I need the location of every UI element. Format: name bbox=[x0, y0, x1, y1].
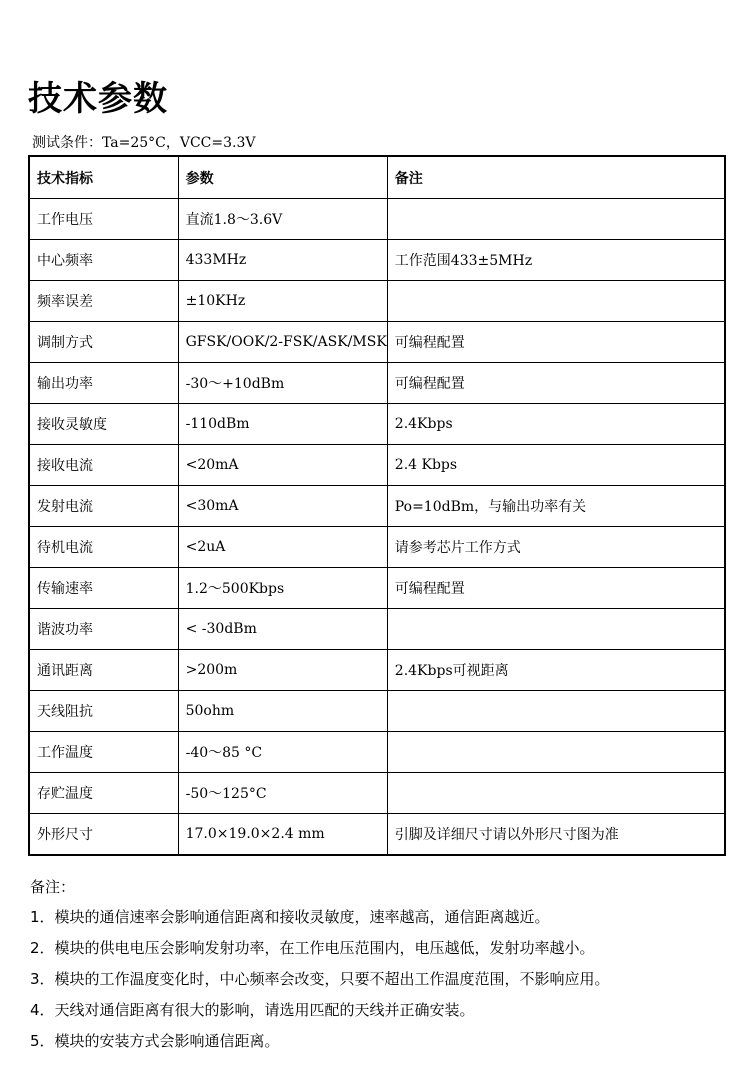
cell-remark: 2.4Kbps bbox=[387, 404, 725, 445]
notes-heading: 备注： bbox=[30, 878, 76, 896]
page-title: 技术参数 bbox=[28, 79, 168, 119]
cell-remark bbox=[387, 773, 725, 814]
cell-param: -110dBm bbox=[178, 404, 387, 445]
cell-spec: 工作温度 bbox=[29, 732, 178, 773]
cell-remark bbox=[387, 732, 725, 773]
table-row bbox=[29, 199, 725, 240]
cell-spec: 接收灵敏度 bbox=[29, 404, 178, 445]
cell-remark bbox=[387, 281, 725, 322]
table-row bbox=[29, 691, 725, 732]
cell-param: <20mA bbox=[178, 445, 387, 486]
cell-spec: 调制方式 bbox=[29, 322, 178, 363]
cell-param: 50ohm bbox=[178, 691, 387, 732]
cell-remark: 请参考芯片工作方式 bbox=[387, 527, 725, 568]
cell-remark bbox=[387, 609, 725, 650]
table-row bbox=[29, 445, 725, 486]
cell-spec: 待机电流 bbox=[29, 527, 178, 568]
note-item: 3．模块的工作温度变化时，中心频率会改变，只要不超出工作温度范围，不影响应用。 bbox=[30, 970, 610, 988]
cell-param: < -30dBm bbox=[178, 609, 387, 650]
cell-remark: 可编程配置 bbox=[387, 363, 725, 404]
cell-remark: 工作范围433±5MHz bbox=[387, 240, 725, 281]
cell-spec: 外形尺寸 bbox=[29, 814, 178, 856]
cell-spec: 通讯距离 bbox=[29, 650, 178, 691]
cell-param: 433MHz bbox=[178, 240, 387, 281]
header-remark: 备注 bbox=[387, 156, 725, 199]
table-row bbox=[29, 404, 725, 445]
table-row bbox=[29, 568, 725, 609]
cell-remark: 可编程配置 bbox=[387, 322, 725, 363]
note-item: 4．天线对通信距离有很大的影响，请选用匹配的天线并正确安装。 bbox=[30, 1001, 475, 1019]
table-row bbox=[29, 240, 725, 281]
cell-spec: 谐波功率 bbox=[29, 609, 178, 650]
table-row bbox=[29, 486, 725, 527]
cell-param: -30～+10dBm bbox=[178, 363, 387, 404]
table-row bbox=[29, 281, 725, 322]
cell-remark bbox=[387, 199, 725, 240]
header-param: 参数 bbox=[178, 156, 387, 199]
notes-section bbox=[30, 872, 610, 1057]
cell-remark: 2.4 Kbps bbox=[387, 445, 725, 486]
cell-param: 17.0×19.0×2.4 mm bbox=[178, 814, 387, 856]
cell-param: -40～85 °C bbox=[178, 732, 387, 773]
cell-param: 直流1.8～3.6V bbox=[178, 199, 387, 240]
table-row bbox=[29, 732, 725, 773]
cell-spec: 存贮温度 bbox=[29, 773, 178, 814]
table-row bbox=[29, 609, 725, 650]
cell-remark: Po=10dBm，与输出功率有关 bbox=[387, 486, 725, 527]
cell-remark: 2.4Kbps可视距离 bbox=[387, 650, 725, 691]
cell-param: -50～125°C bbox=[178, 773, 387, 814]
cell-spec: 天线阻抗 bbox=[29, 691, 178, 732]
note-item: 5．模块的安装方式会影响通信距离。 bbox=[30, 1032, 280, 1050]
cell-spec: 工作电压 bbox=[29, 199, 178, 240]
cell-param: GFSK/OOK/2-FSK/ASK/MSK bbox=[178, 322, 387, 363]
cell-param: <30mA bbox=[178, 486, 387, 527]
spec-table bbox=[28, 155, 726, 856]
cell-spec: 频率误差 bbox=[29, 281, 178, 322]
cell-param: >200m bbox=[178, 650, 387, 691]
cell-param: 1.2～500Kbps bbox=[178, 568, 387, 609]
table-row bbox=[29, 814, 725, 856]
table-row bbox=[29, 363, 725, 404]
note-item: 1．模块的通信速率会影响通信距离和接收灵敏度，速率越高，通信距离越近。 bbox=[30, 908, 550, 926]
cell-remark: 可编程配置 bbox=[387, 568, 725, 609]
cell-spec: 输出功率 bbox=[29, 363, 178, 404]
cell-remark: 引脚及详细尺寸请以外形尺寸图为准 bbox=[387, 814, 725, 856]
cell-spec: 传输速率 bbox=[29, 568, 178, 609]
note-item: 2．模块的供电电压会影响发射功率，在工作电压范围内，电压越低，发射功率越小。 bbox=[30, 939, 595, 957]
table-row bbox=[29, 527, 725, 568]
cell-spec: 发射电流 bbox=[29, 486, 178, 527]
header-spec: 技术指标 bbox=[29, 156, 178, 199]
cell-remark bbox=[387, 691, 725, 732]
table-header-row bbox=[29, 156, 725, 199]
cell-param: ±10KHz bbox=[178, 281, 387, 322]
table-row bbox=[29, 773, 725, 814]
cell-param: <2uA bbox=[178, 527, 387, 568]
table-row bbox=[29, 650, 725, 691]
cell-spec: 中心频率 bbox=[29, 240, 178, 281]
test-conditions: 测试条件：Ta=25°C，VCC=3.3V bbox=[32, 135, 256, 151]
table-row bbox=[29, 322, 725, 363]
cell-spec: 接收电流 bbox=[29, 445, 178, 486]
